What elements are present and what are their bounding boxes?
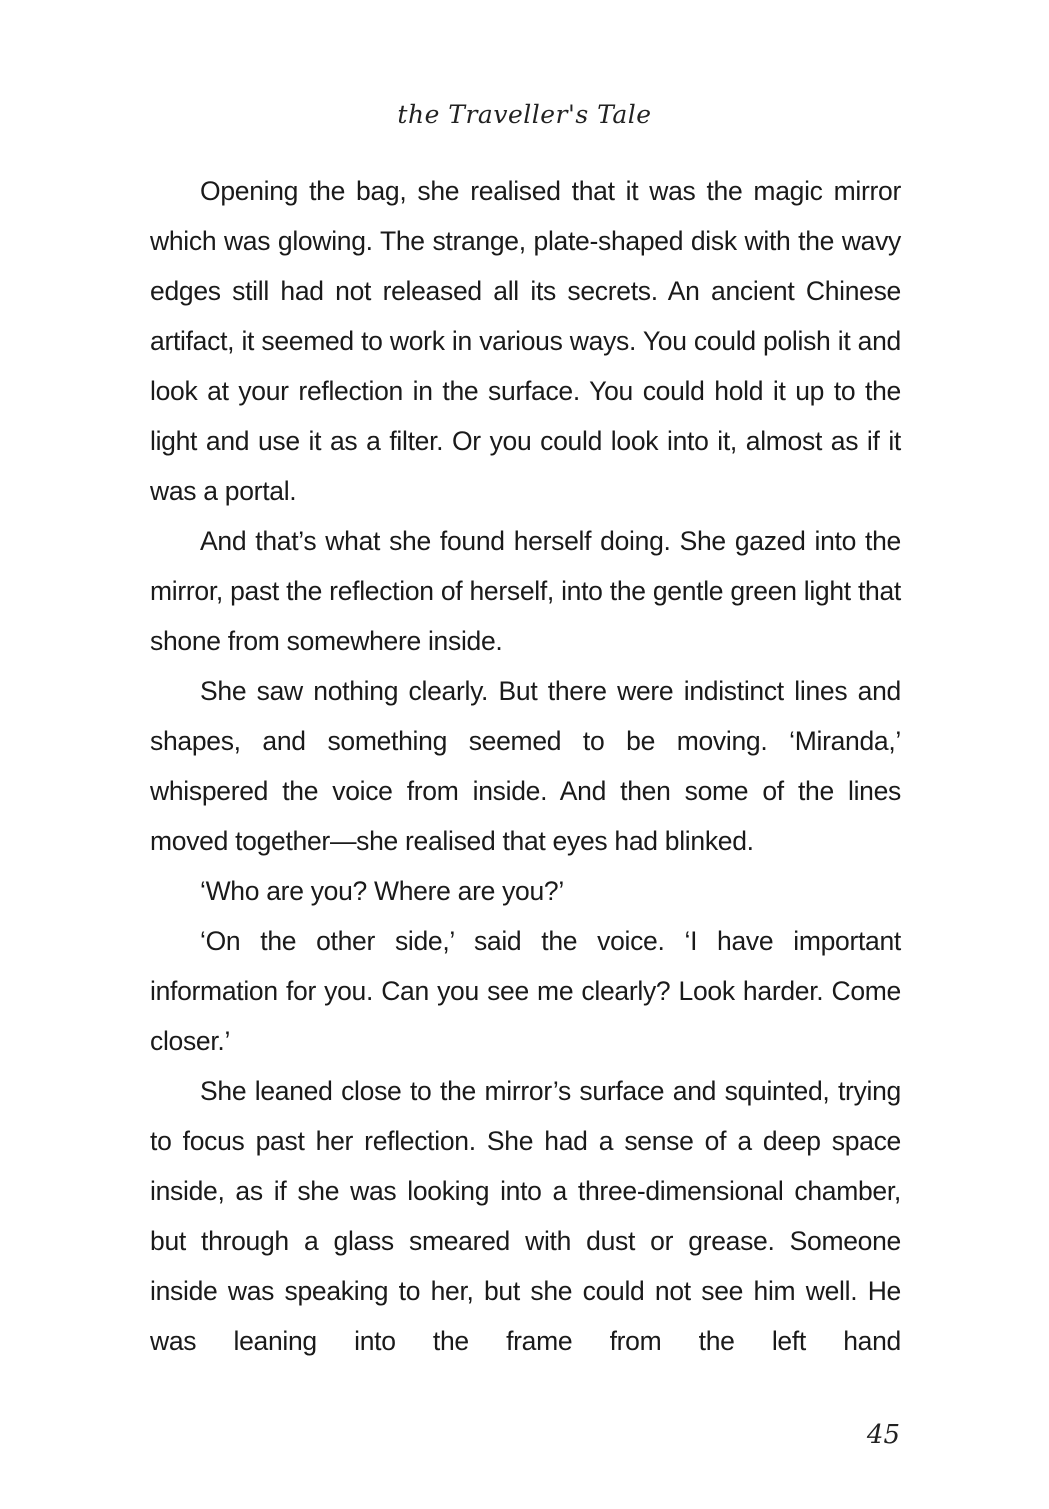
body-text bbox=[150, 166, 901, 1366]
paragraph: ‘On the other side,’ said the voice. ‘I have important information for you. Can you see me clearly? Look harder. Come closer.’ bbox=[150, 926, 901, 1056]
paragraph: She leaned close to the mirror’s surface and squinted, trying to focus past her reflection. She had a sense of a deep space inside, as if she was looking into a three-dimensional chamber, but through a glass smeared with dust or grease. Someone inside was speaking to her, but she could not see him well. He was leaning into the frame from the left hand bbox=[150, 1076, 901, 1356]
page-number: 45 bbox=[866, 1420, 900, 1450]
paragraph: ‘Who are you? Where are you?’ bbox=[200, 876, 564, 906]
paragraph: She saw nothing clearly. But there were indistinct lines and shapes, and something seemed to be moving. ‘Miranda,’ whispered the voice from inside. And then some of the lines moved together—she realised that eyes had blinked. bbox=[150, 676, 901, 856]
paragraph: And that’s what she found herself doing. She gazed into the mirror, past the reflection of herself, into the gentle green light that shone from somewhere inside. bbox=[150, 526, 901, 656]
paragraph: Opening the bag, she realised that it was the magic mirror which was glowing. The strange, plate-shaped disk with the wavy edges still had not released all its secrets. An ancient Chinese artifact, it seemed to work in various ways. You could polish it and look at your reflection in the surface. You could hold it up to the light and use it as a filter. Or you could look into it, almost as if it was a portal. bbox=[150, 176, 901, 506]
running-header: the Traveller's Tale bbox=[397, 100, 652, 129]
